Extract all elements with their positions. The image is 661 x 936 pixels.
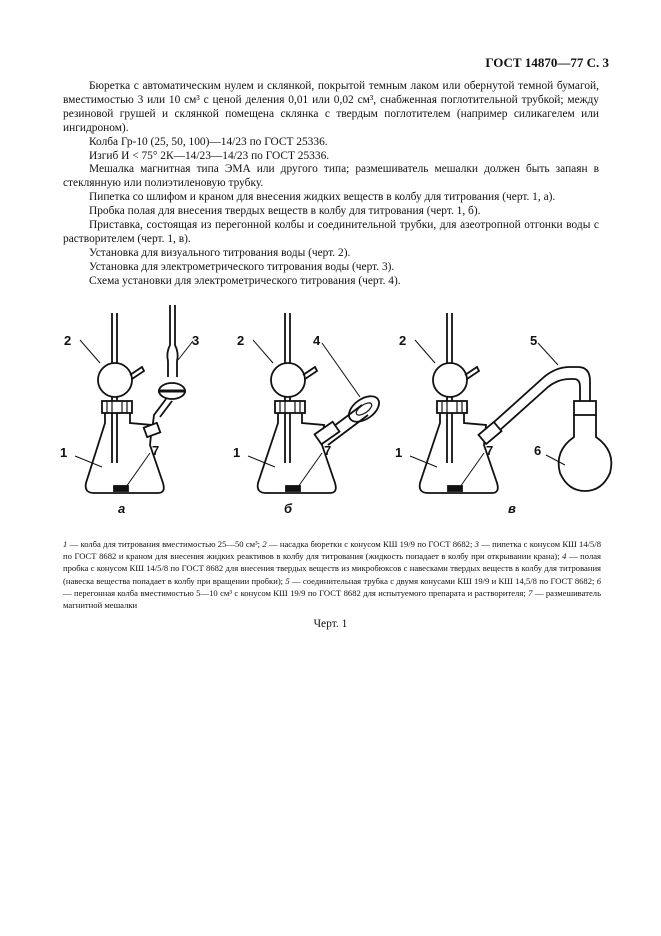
caption-text: — размешиватель магнитной мешалки <box>63 587 601 611</box>
distillation-flask-c <box>559 415 612 491</box>
microbottle-b <box>344 391 383 427</box>
page-header: ГОСТ 14870—77 С. 3 <box>485 55 609 70</box>
paragraph: Пипетка со шлифом и краном для внесения жидких веществ в колбу для титрования (черт. 1, а). <box>89 191 556 204</box>
buret-bulb-c <box>433 363 467 397</box>
paragraph: Установка для электрометрического титрования воды (черт. 3). <box>89 260 395 273</box>
label-2-c: 2 <box>399 333 407 348</box>
leader-line <box>248 456 275 467</box>
buret-bulb-b <box>271 363 305 397</box>
caption-text: — насадка бюретки с конусом КШ 19/9 по ГОСТ 8682; <box>266 539 475 549</box>
paragraph: Установка для визуального титрования воды (черт. 2). <box>89 246 351 259</box>
pipette-a <box>167 305 177 377</box>
leader-line <box>410 456 437 467</box>
paragraph: Изгиб И < 75° 2К—14/23—14/23 по ГОСТ 25336. <box>89 149 330 162</box>
label-7-a: 7 <box>152 443 160 458</box>
caption-text: — колба для титрования вместимостью 25—50 см³; <box>67 539 263 549</box>
label-2-a: 2 <box>64 333 72 348</box>
figure-caption <box>63 538 601 611</box>
caption-text: — полая пробка с конусом КШ 14/5/8 по ГОСТ 8682 для внесения твердых веществ из микробюксов с навесками твердых веществ в колбу для титрования (навеска вещества попадает в колбу при вращении пробки); <box>63 551 602 586</box>
figure-number: Черт. 1 <box>313 618 348 630</box>
label-1-b: 1 <box>233 445 241 460</box>
caption-text: — перегонная колба вместимостью 5—10 см³ с конусом КШ 19/9 по ГОСТ 8682 для испытуемого препарата и растворителя; <box>63 587 529 598</box>
buret-bulb-a <box>98 363 132 397</box>
caption-num: 4 <box>562 551 567 562</box>
caption-num: 3 <box>474 539 479 549</box>
sub-label-b: б <box>284 501 293 516</box>
apparatus-drawing <box>60 305 620 520</box>
figure-apparatus <box>60 305 620 520</box>
paragraph: Приставка, состоящая из перегонной колбы и соединительной трубки, для азеотропной отгонки воды с растворителем (черт. 1, в). <box>63 219 599 245</box>
label-7-c: 7 <box>486 443 494 458</box>
leader-line <box>460 453 484 487</box>
caption-text: — соединительная трубка с двумя конусами КШ 19/9 и КШ 14,5/8 по ГОСТ 8682; <box>289 575 597 586</box>
leader-line <box>126 453 150 487</box>
leader-line <box>538 343 558 365</box>
label-6-c: 6 <box>534 443 542 458</box>
caption-num: 6 <box>596 575 601 586</box>
label-2-b: 2 <box>237 333 245 348</box>
sub-label-c: в <box>508 501 516 516</box>
label-5-c: 5 <box>530 333 538 348</box>
leader-line <box>80 340 100 363</box>
paragraph: Бюретка с автоматическим нулем и склянкой, покрытой темным лаком или обернутой темной бумагой, вместимостью 3 или 10 см³ с ценой деления 0,01 или 0,02 см³, снабженная поглотительной трубкой; между резиновой грушей и склянкой помещена склянка с твердым поглотителем (например силикагелем или ингидроном). <box>63 80 599 134</box>
leader-line <box>75 456 102 467</box>
label-1-a: 1 <box>60 445 68 460</box>
leader-line <box>322 343 360 397</box>
caption-num: 7 <box>528 587 533 598</box>
leader-line <box>415 340 435 363</box>
caption-num: 2 <box>262 539 267 549</box>
apparatus-c <box>395 313 611 516</box>
body-text <box>63 80 599 289</box>
label-3-a: 3 <box>192 333 200 348</box>
leader-line <box>546 455 565 465</box>
sub-label-a: а <box>118 501 126 516</box>
paragraph: Пробка полая для внесения твердых веществ в колбу для титрования (черт. 1, б). <box>89 205 481 218</box>
leader-line <box>178 341 193 360</box>
label-7-b: 7 <box>324 443 332 458</box>
leader-line <box>253 340 273 363</box>
paragraph: Колба Гр-10 (25, 50, 100)—14/23 по ГОСТ 25336. <box>89 135 328 148</box>
caption-num: 1 <box>63 539 68 549</box>
flask-joint-c <box>574 401 596 415</box>
caption-num: 5 <box>285 575 290 586</box>
leader-line <box>298 453 322 487</box>
paragraph: Схема установки для электрометрического титрования (черт. 4). <box>89 274 401 287</box>
paragraph: Мешалка магнитная типа ЭМА или другого типа; размешиватель мешалки должен быть запаян в стеклянную или полиэтиленовую трубку. <box>63 163 599 190</box>
apparatus-b <box>233 313 384 516</box>
apparatus-a <box>60 305 199 516</box>
label-1-c: 1 <box>395 445 403 460</box>
caption-text: — пипетка с конусом КШ 14/5/8 по ГОСТ 8682 и краном для внесения жидких реактивов в колбу для титрования (жидкость попадает в колбу при открывании крана); <box>63 539 601 562</box>
label-4-b: 4 <box>313 333 321 348</box>
